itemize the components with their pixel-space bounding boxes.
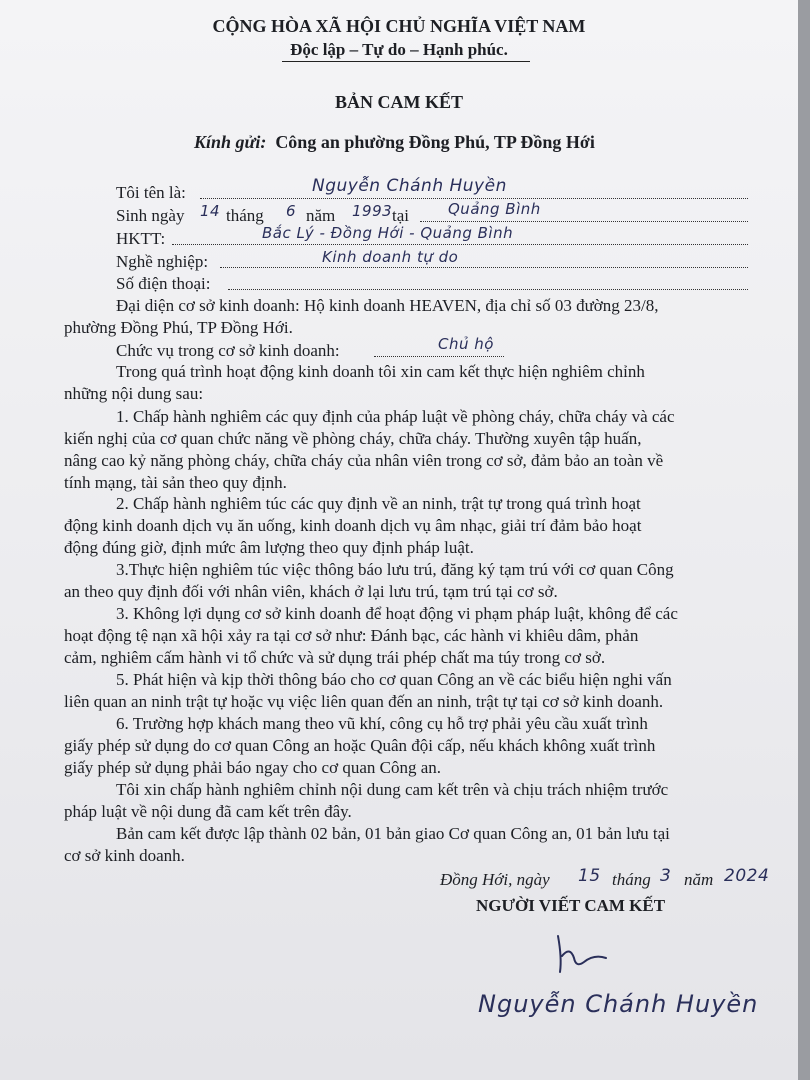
body-line: giấy phép sử dụng phải báo ngay cho cơ quan Công an. xyxy=(64,758,442,777)
body-line: nâng cao kỷ năng phòng cháy, chữa cháy của nhân viên trong cơ sở, đảm bảo an toàn về xyxy=(64,451,664,470)
body-line: 2. Chấp hành nghiêm túc các quy định về an ninh, trật tự trong quá trình hoạt xyxy=(116,494,641,513)
dob-month: 6 xyxy=(286,202,297,220)
body-line: liên quan an ninh trật tự hoặc vụ việc liên quan đến an ninh, trật tự tại cơ sở kinh doanh. xyxy=(64,692,664,711)
dob-label-year: năm xyxy=(306,206,336,225)
name-dotline xyxy=(200,198,748,199)
body-line: cảm, nghiêm cấm hành vi tổ chức và sử dụng trái phép chất ma túy trong cơ sở. xyxy=(64,648,606,667)
hktt-dotline xyxy=(172,244,748,245)
date-day: 15 xyxy=(578,866,601,886)
body-line: 5. Phát hiện và kịp thời thông báo cho cơ quan Công an về các biểu hiện nghi vấn xyxy=(116,670,672,689)
name-handwritten: Nguyễn Chánh Huyền xyxy=(312,176,507,196)
document-title: BẢN CAM KẾT xyxy=(334,92,463,112)
body-line: 3.Thực hiện nghiêm túc việc thông báo lưu trú, đăng ký tạm trú với cơ quan Công xyxy=(116,560,674,579)
body-line: an theo quy định đối với nhân viên, khách ở lại lưu trú, tạm trú tại cơ sở. xyxy=(64,582,558,601)
body-line: Bản cam kết được lập thành 02 bản, 01 bản giao Cơ quan Công an, 01 bản lưu tại xyxy=(116,824,670,843)
dob-place: Quảng Bình xyxy=(448,200,541,218)
hktt-label: HKTT: xyxy=(116,229,166,248)
date-year: 2024 xyxy=(724,866,770,886)
dob-label-day: Sinh ngày xyxy=(116,206,185,225)
body-line: kiến nghị của cơ quan chức năng về phòng cháy, chữa cháy. Thường xuyên tập huấn, xyxy=(64,429,642,448)
signature-mark xyxy=(548,928,618,978)
recipient-value: Công an phường Đồng Phú, TP Đồng Hới xyxy=(275,132,595,152)
body-line: pháp luật về nội dung đã cam kết trên đây. xyxy=(64,802,352,821)
business-line-1: Đại diện cơ sở kinh doanh: Hộ kinh doanh HEAVEN, địa chỉ số 03 đường 23/8, xyxy=(116,296,659,315)
country-header: CỘNG HÒA XÃ HỘI CHỦ NGHĨA VIỆT NAM xyxy=(212,16,586,36)
date-prefix: Đồng Hới, ngày xyxy=(440,870,550,889)
dob-label-place: tại xyxy=(392,206,409,225)
business-line-2: phường Đồng Phú, TP Đồng Hới. xyxy=(64,318,293,337)
signer-name-handwritten: Nguyễn Chánh Huyền xyxy=(478,990,759,1018)
body-line: động đúng giờ, định mức âm lượng theo quy định pháp luật. xyxy=(64,538,474,557)
body-line: Trong quá trình hoạt động kinh doanh tôi xin cam kết thực hiện nghiêm chỉnh xyxy=(116,362,645,381)
page-edge-shadow xyxy=(798,0,810,1080)
position-dotline xyxy=(374,356,504,357)
dob-year: 1993 xyxy=(352,202,393,220)
body-line: Tôi xin chấp hành nghiêm chỉnh nội dung cam kết trên và chịu trách nhiệm trước xyxy=(116,780,669,799)
phone-dotline xyxy=(228,289,748,290)
date-month: 3 xyxy=(660,866,672,886)
name-label: Tôi tên là: xyxy=(116,183,186,202)
dob-dotline xyxy=(420,221,748,222)
motto: Độc lập – Tự do – Hạnh phúc. xyxy=(290,40,508,59)
body-line: 6. Trường hợp khách mang theo vũ khí, công cụ hỗ trợ phải yêu cầu xuất trình xyxy=(116,714,648,733)
body-line: 1. Chấp hành nghiêm các quy định của pháp luật về phòng cháy, chữa cháy và các xyxy=(116,407,675,426)
job-label: Nghề nghiệp: xyxy=(116,252,209,271)
phone-label: Số điện thoại: xyxy=(116,274,211,293)
body-line: 3. Không lợi dụng cơ sở kinh doanh để hoạt động vi phạm pháp luật, không để các xyxy=(116,604,678,623)
date-year-label: năm xyxy=(684,870,714,889)
body-line: những nội dung sau: xyxy=(64,384,204,403)
dob-day: 14 xyxy=(200,202,221,220)
body-line: động kinh doanh dịch vụ ăn uống, kinh doanh dịch vụ âm nhạc, giải trí đảm bảo hoạt xyxy=(64,516,642,535)
hktt-handwritten: Bắc Lý - Đồng Hới - Quảng Bình xyxy=(262,224,514,242)
body-line: cơ sở kinh doanh. xyxy=(64,846,185,865)
body-line: hoạt động tệ nạn xã hội xảy ra tại cơ sở như: Đánh bạc, các hành vi khiêu dâm, phản xyxy=(64,626,639,645)
date-month-label: tháng xyxy=(612,870,651,889)
body-line: tính mạng, tài sản theo quy định. xyxy=(64,473,287,492)
job-dotline xyxy=(220,267,748,268)
job-handwritten: Kinh doanh tự do xyxy=(322,248,459,266)
signer-title: NGƯỜI VIẾT CAM KẾT xyxy=(476,896,666,915)
body-line: giấy phép sử dụng do cơ quan Công an hoặc Quân đội cấp, nếu khách không xuất trình xyxy=(64,736,656,755)
position-handwritten: Chủ hộ xyxy=(438,335,494,353)
position-label: Chức vụ trong cơ sở kinh doanh: xyxy=(116,341,340,360)
recipient-label: Kính gửi: xyxy=(194,132,267,152)
recipient-line xyxy=(194,132,595,152)
motto-underline xyxy=(282,61,530,62)
dob-label-month: tháng xyxy=(226,206,264,225)
